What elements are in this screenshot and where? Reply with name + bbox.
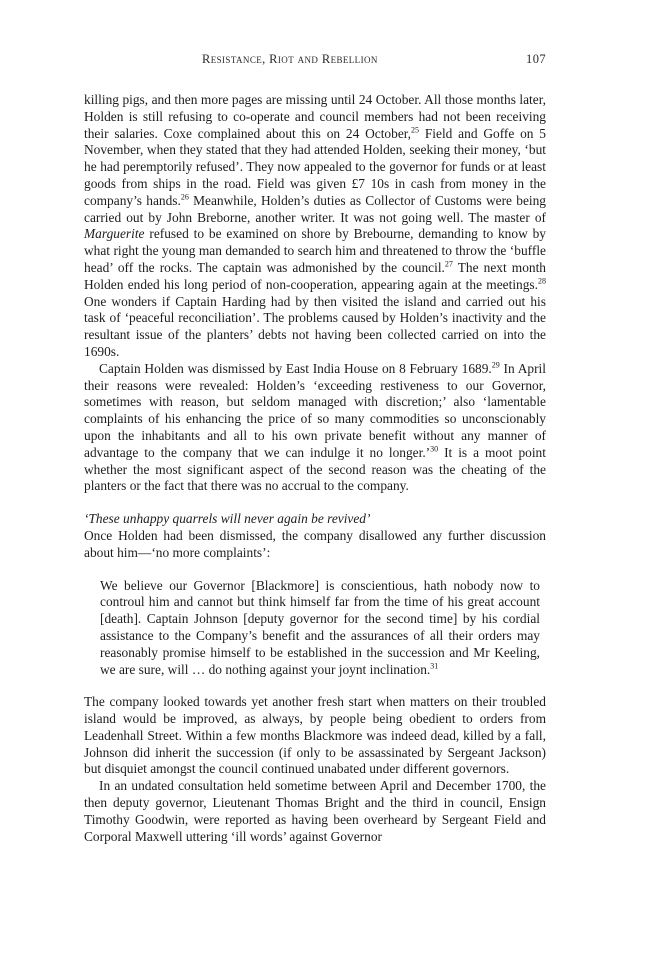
text-run: It is a moot point whether the most significant aspect of the second reason was the cheating of the planters or the fact that there was no accrual to the company. [84, 444, 546, 494]
footnote-ref: 29 [491, 360, 500, 370]
block-quote [100, 578, 540, 679]
paragraph [84, 361, 546, 495]
quote-text [100, 578, 540, 679]
text-run: In April their reasons were revealed: Holden’s ‘exceeding restiveness to our Governor, sometimes with reason, but seldom managed with discretion;’ also ‘lamentable complaints of his enhancing the price of so many commodities so unconscionably upon the inhabitants and all to his own private benefit without any manner of advantage to the company that we can indulge it no longer.’ [84, 360, 546, 460]
paragraph [84, 92, 546, 361]
text-run: Once Holden had been dismissed, the company disallowed any further discussion about him—‘no more complaints’: [84, 527, 546, 560]
text-run: Field and Goffe on 5 November, when they stated that they had attended Holden, seeking their money, ‘but he had peremptorily refused’. They now appealed to the governor for funds or at least goods from ships in the road. Field was given £7 10s in cash from money in the company’s hands. [84, 125, 547, 208]
footnote-ref: 25 [411, 125, 420, 135]
footnote-ref: 31 [430, 661, 439, 671]
text-run: ‘These unhappy quarrels will never again be revived’ [84, 511, 371, 527]
paragraph [84, 694, 546, 778]
footnote-ref: 27 [444, 259, 453, 269]
text-run: The next month Holden ended his long period of non-cooperation, appearing again at the meetings. [84, 259, 546, 292]
text-run: The company looked towards yet another fresh start when matters on their troubled island would be improved, as always, by people being obedient to orders from Leadenhall Street. Within a few months Blackmore was indeed dead, killed by a fall, Johnson did inherit the succession (if only to be assassinated by Sergeant Jackson) but disquiet amongst the council continued unabated under different governors. [84, 694, 546, 777]
text-run: killing pigs, and then more pages are missing until 24 October. All those months later, Holden is still refusing to co-operate and council members had not been receiving their salaries. Coxe complained about this on 24 October, [84, 92, 546, 141]
running-head: Resistance, Riot and Rebellion [202, 52, 378, 66]
text-run: We believe our Governor [Blackmore] is conscientious, hath nobody now to controul him and cannot but think himself far from the time of his great account [death]. Captain Johnson [deputy governor for the second time] by his cordial assistance to the Company’s benefit and the assurances of all their orders may reasonably promise himself to be established in the succession and Mr Keeling, we are sure, will … do nothing against your joynt inclination. [100, 577, 540, 677]
text-run: In an undated consultation held sometime between April and December 1700, the then deputy governor, Lieutenant Thomas Bright and the third in council, Ensign Timothy Goodwin, were reported as having been overheard by Sergeant Field and Corporal Maxwell uttering ‘ill words’ against Governor [84, 778, 546, 844]
text-run: Captain Holden was dismissed by East India House on 8 February 1689. [99, 360, 492, 376]
text-run: One wonders if Captain Harding had by then visited the island and carried out his task of ‘peaceful reconciliation’. The problems caused by Holden’s inactivity and the resultant issue of the planters’ debts not having been collected carried on into the 1690s. [84, 293, 546, 359]
footnote-ref: 28 [538, 276, 546, 286]
text-run: refused to be examined on shore by Brebourne, demanding to know by what right the young man demanded to search him and threatened to throw the ‘buffle head’ off the rocks. The captain was admonished by the council. [84, 226, 546, 275]
page-number: 107 [526, 52, 546, 66]
footnote-ref: 26 [180, 192, 189, 202]
paragraph [84, 528, 546, 562]
paragraph [84, 778, 546, 845]
ship-name: Marguerite [84, 226, 145, 242]
text-run: Meanwhile, Holden’s duties as Collector of Customs were being carried out by John Breborne, another writer. It was not going well. The master of [84, 192, 546, 225]
footnote-ref: 30 [430, 444, 439, 454]
section-subheading [84, 511, 546, 528]
body-text [84, 92, 546, 845]
